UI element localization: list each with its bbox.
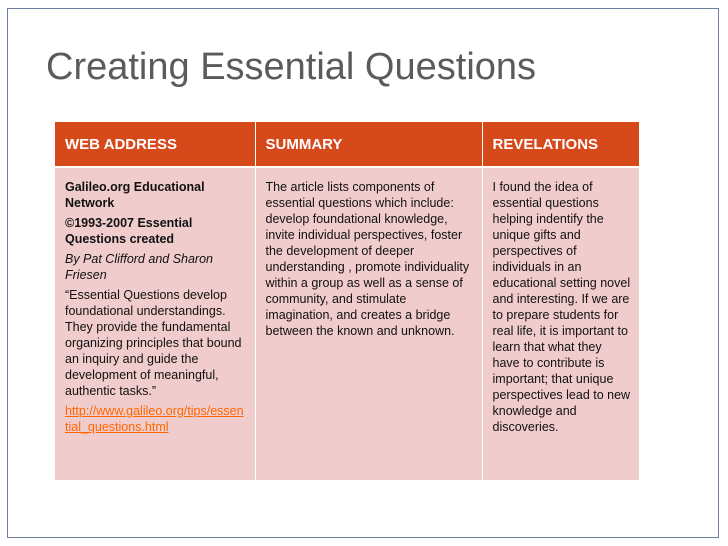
revelations-cell xyxy=(482,167,639,480)
revelations-text: I found the idea of essential questions helping indentify the unique gifts and perspectives of individuals in an educational setting novel and interesting. If we are to prepare students for real life, it is important to learn that what they have to contribute is important; that unique perspectives lead to new knowledge and discoveries. xyxy=(492,180,631,434)
copyright-line: ©1993-2007 Essential Questions created xyxy=(65,216,193,246)
table-row xyxy=(55,167,639,480)
web-address-cell xyxy=(55,167,255,480)
site-name: Galileo.org Educational Network xyxy=(65,180,205,210)
header-summary: SUMMARY xyxy=(255,122,482,167)
quote-text: “Essential Questions develop foundational understandings. They provide the fundamental organizing principles that bound an inquiry and guide the development of meaningful, authentic tasks.” xyxy=(65,288,242,398)
summary-table xyxy=(55,122,639,480)
source-link[interactable]: http://www.galileo.org/tips/essential_questions.html xyxy=(65,404,244,434)
summary-text: The article lists components of essential questions which include: develop foundational knowledge, invite individual perspectives, foster the development of deeper understanding , promote individuality within a group as well as a sense of community, and stimulate imagination, and creates a bridge between the known and unknown. xyxy=(265,180,470,338)
authors-line: By Pat Clifford and Sharon Friesen xyxy=(65,252,213,282)
header-revelations: REVELATIONS xyxy=(482,122,639,167)
slide-title: Creating Essential Questions xyxy=(46,46,537,88)
table-header-row xyxy=(55,122,639,167)
header-web-address: WEB ADDRESS xyxy=(55,122,255,167)
summary-cell xyxy=(255,167,482,480)
